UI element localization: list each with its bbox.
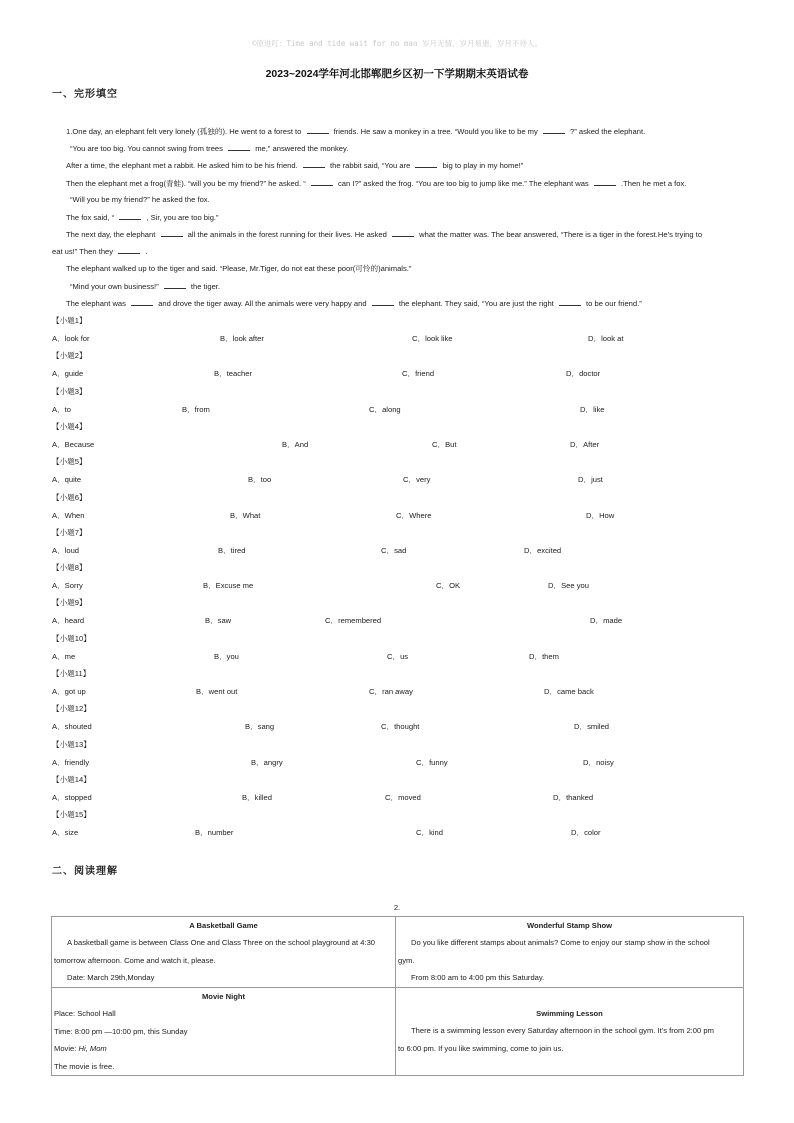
- answer-option[interactable]: D．doctor: [566, 369, 601, 379]
- basketball-line-1: A basketball game is between Class One and Class Three on the school playground at 4:30: [67, 938, 376, 947]
- movie-free: The movie is free.: [54, 1061, 115, 1071]
- answer-option[interactable]: A．heard: [52, 616, 85, 626]
- passage-line-8: [52, 246, 147, 257]
- question-label: 【小题4】: [52, 421, 87, 431]
- answer-option[interactable]: A．look for: [52, 334, 90, 343]
- answer-option[interactable]: C．very: [403, 475, 431, 485]
- passage-text: me,” answered the monkey.: [255, 144, 349, 153]
- answer-option[interactable]: B．look after: [220, 334, 264, 343]
- answer-option[interactable]: C．funny: [416, 757, 448, 767]
- passage-text: all the animals in the forest running for their lives. He asked: [187, 230, 387, 239]
- answer-option[interactable]: B．saw: [205, 616, 232, 626]
- page-title: 2023~2024学年河北邯郸肥乡区初一下学期期末英语试卷: [265, 68, 529, 80]
- question-label: 【小题13】: [52, 739, 91, 749]
- answer-option[interactable]: A．When: [52, 510, 85, 520]
- watermark-text: ©原进叮：Time and tide wait for no man 岁月无情，岁月易逝，岁月不待人。: [252, 39, 542, 48]
- blank-1: [307, 126, 329, 134]
- passage-text: The fox said, “: [66, 213, 115, 222]
- answer-option[interactable]: C．remembered: [325, 616, 382, 626]
- passage-text: the tiger.: [190, 282, 221, 291]
- blank-2: [543, 126, 565, 134]
- passage-text: “You are too big. You cannot swing from trees: [70, 144, 223, 153]
- passage-text: eat us!” Then they: [52, 247, 114, 256]
- answer-option[interactable]: A．to: [52, 404, 71, 414]
- answer-option[interactable]: D．After: [570, 439, 600, 449]
- basketball-title: A Basketball Game: [189, 921, 258, 930]
- answer-option[interactable]: A．shouted: [52, 722, 92, 732]
- answer-option[interactable]: C．friend: [402, 369, 435, 379]
- stamp-cell: [396, 917, 744, 988]
- question-label: 【小题15】: [52, 810, 91, 820]
- answer-option[interactable]: B．teacher: [214, 369, 252, 379]
- answer-option[interactable]: C．along: [369, 404, 401, 414]
- answer-option[interactable]: A．guide: [52, 369, 84, 379]
- question-label: 【小题7】: [52, 527, 87, 537]
- answer-option[interactable]: A．Sorry: [52, 581, 83, 591]
- answer-option[interactable]: C．sad: [381, 545, 407, 555]
- basketball-cell: [52, 917, 396, 988]
- passage-line-4: [66, 178, 686, 189]
- passage-line-3: [66, 160, 523, 171]
- answer-option[interactable]: D．smiled: [574, 722, 610, 732]
- answer-option[interactable]: B．from: [182, 404, 210, 414]
- movie-label: Movie:: [54, 1044, 79, 1053]
- blank-4: [303, 160, 325, 168]
- answer-option[interactable]: D．made: [590, 616, 623, 626]
- answer-option[interactable]: C．look like: [412, 334, 453, 343]
- answer-option[interactable]: D．thanked: [553, 792, 594, 802]
- answer-option[interactable]: D．How: [586, 510, 615, 520]
- answer-option[interactable]: A．loud: [52, 545, 80, 555]
- passage-text: 1.One day, an elephant felt very lonely (孤独的). He went to a forest to: [66, 127, 302, 136]
- movie-time: Time: 8:00 pm —10:00 pm, this Sunday: [54, 1026, 188, 1036]
- question-label: 【小题2】: [52, 351, 87, 361]
- question-label: 【小题14】: [52, 774, 91, 784]
- movie-cell: [52, 988, 396, 1076]
- answer-option[interactable]: D．look at: [588, 334, 624, 343]
- blank-14: [372, 298, 394, 306]
- answer-option[interactable]: B．What: [230, 510, 261, 520]
- answer-option[interactable]: A．stopped: [52, 792, 92, 802]
- passage-line-2: [70, 143, 348, 154]
- passage-text: to be our friend.”: [586, 299, 642, 308]
- answer-option[interactable]: D．just: [578, 475, 603, 485]
- question-number: 2.: [393, 903, 401, 912]
- basketball-line-2: tomorrow afternoon. Come and watch it, please.: [54, 955, 216, 965]
- answer-option[interactable]: C．thought: [381, 722, 420, 732]
- answer-option[interactable]: D．See you: [548, 581, 589, 591]
- stamp-line-1: Do you like different stamps about animals? Come to enjoy our stamp show in the school: [411, 938, 710, 947]
- answer-option[interactable]: D．noisy: [583, 757, 614, 767]
- blank-3: [228, 143, 250, 151]
- swimming-title: Swimming Lesson: [536, 1009, 603, 1018]
- blank-13: [131, 298, 153, 306]
- answer-option[interactable]: A．got up: [52, 687, 86, 696]
- passage-text: , Sir, you are too big.”: [146, 213, 219, 222]
- passage-text: friends. He saw a monkey in a tree. “Would you like to be my: [333, 127, 538, 136]
- answer-option[interactable]: B．tired: [218, 545, 246, 555]
- answer-option[interactable]: B．killed: [242, 792, 272, 802]
- reading-table: [51, 916, 744, 1076]
- answer-option[interactable]: B．And: [282, 439, 309, 449]
- answer-option[interactable]: B．went out: [196, 687, 238, 696]
- swimming-line-2: to 6:00 pm. If you like swimming, come to join us.: [398, 1043, 564, 1053]
- answer-option[interactable]: D．excited: [524, 545, 562, 555]
- question-label: 【小题1】: [52, 316, 87, 325]
- answer-option[interactable]: C．moved: [385, 792, 421, 802]
- answer-option[interactable]: D．like: [580, 404, 605, 414]
- blank-8: [119, 212, 141, 220]
- answer-option[interactable]: A．quite: [52, 475, 82, 485]
- passage-text: and drove the tiger away. All the animals were very happy and: [158, 299, 367, 308]
- answer-option[interactable]: A．Because: [52, 439, 95, 449]
- passage-line-10: [70, 281, 220, 292]
- answer-option[interactable]: D．color: [571, 828, 601, 838]
- blank-7: [594, 178, 616, 186]
- passage-text: .Then he met a fox.: [620, 179, 687, 188]
- passage-text: the rabbit said, “You are: [329, 161, 411, 170]
- answer-option[interactable]: A．friendly: [52, 757, 90, 767]
- answer-option[interactable]: B．angry: [251, 757, 283, 767]
- answer-option[interactable]: B．you: [214, 651, 239, 661]
- section-heading-cloze: 一、完形填空: [52, 89, 118, 100]
- answer-option[interactable]: B．number: [195, 828, 234, 838]
- blank-5: [415, 160, 437, 168]
- answer-option[interactable]: B．sang: [245, 722, 275, 732]
- question-label: 【小题3】: [52, 386, 87, 396]
- answer-option[interactable]: C．OK: [436, 581, 461, 591]
- passage-line-5: “Will you be my friend?” he asked the fox.: [70, 195, 210, 204]
- passage-line-7: [66, 229, 702, 240]
- passage-text: Then the elephant met a frog(青蛙). “will you be my friend?” he asked. “: [66, 179, 306, 188]
- movie-name: Hi, Mom: [78, 1044, 107, 1053]
- section-heading-reading: 二、阅读理解: [52, 866, 118, 877]
- answer-option[interactable]: A．me: [52, 651, 76, 661]
- question-label: 【小题5】: [52, 457, 87, 467]
- answer-option[interactable]: B．too: [248, 475, 272, 485]
- passage-text: After a time, the elephant met a rabbit. He asked him to be his friend.: [66, 161, 298, 170]
- answer-option[interactable]: C．us: [387, 651, 409, 661]
- blank-9: [161, 229, 183, 237]
- passage-text: The next day, the elephant: [66, 230, 156, 239]
- passage-line-6: [66, 212, 219, 223]
- question-label: 【小题11】: [52, 669, 91, 678]
- blank-10: [392, 229, 414, 237]
- passage-line-1: [66, 126, 645, 137]
- answer-option[interactable]: C．But: [432, 439, 457, 449]
- stamp-line-2: gym.: [398, 955, 415, 965]
- question-label: 【小题6】: [52, 492, 87, 502]
- stamp-title: Wonderful Stamp Show: [526, 921, 613, 930]
- question-label: 【小题12】: [52, 704, 91, 714]
- answer-option[interactable]: D．came back: [544, 687, 594, 696]
- swimming-line-1: There is a swimming lesson every Saturday afternoon in the school gym. It’s from 2:00 pm: [411, 1026, 714, 1035]
- passage-text: the elephant. They said, “You are just the right: [398, 299, 554, 308]
- movie-name-line: [52, 1040, 395, 1058]
- answer-option[interactable]: C．kind: [416, 828, 444, 838]
- passage-text: .: [145, 247, 148, 256]
- passage-line-11: [66, 298, 642, 309]
- blank-12: [164, 281, 186, 289]
- movie-place: Place: School Hall: [54, 1009, 116, 1018]
- blank-11: [118, 246, 140, 254]
- movie-title: Movie Night: [201, 992, 246, 1001]
- swimming-cell: [396, 988, 744, 1076]
- question-label: 【小题8】: [52, 563, 87, 573]
- stamp-time: From 8:00 am to 4:00 pm this Saturday.: [411, 973, 545, 982]
- question-label: 【小题9】: [52, 598, 87, 608]
- passage-text: ?” asked the elephant.: [570, 127, 646, 136]
- answer-option[interactable]: D．them: [529, 651, 559, 661]
- passage-text: “Mind your own business!”: [70, 282, 159, 291]
- answer-option[interactable]: C．ran away: [369, 687, 413, 696]
- blank-15: [559, 298, 581, 306]
- question-label: 【小题10】: [52, 633, 91, 643]
- answer-option[interactable]: A．size: [52, 828, 79, 838]
- basketball-date: Date: March 29th,Monday: [67, 973, 155, 982]
- passage-line-9: The elephant walked up to the tiger and said. “Please, Mr.Tiger, do not eat these poor(可怜的)animals.”: [66, 264, 412, 273]
- answer-option[interactable]: C．Where: [396, 510, 432, 520]
- passage-text: The elephant was: [66, 299, 126, 308]
- passage-text: what the matter was. The bear answered, “There is a tiger in the forest.He’s trying to: [419, 230, 703, 239]
- passage-text: can I?” asked the frog. “You are too big to jump like me.” The elephant was: [337, 179, 589, 188]
- answer-option[interactable]: B．Excuse me: [203, 581, 254, 591]
- passage-text: big to play in my home!”: [442, 161, 524, 170]
- blank-6: [311, 178, 333, 186]
